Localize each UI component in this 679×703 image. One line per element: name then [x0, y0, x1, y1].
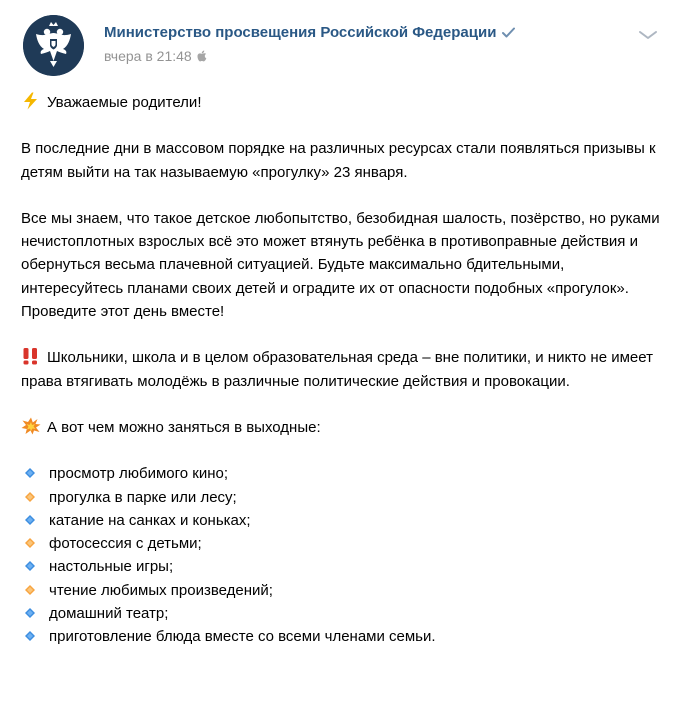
blue-diamond-icon — [25, 561, 35, 571]
list-item-text: настольные игры; — [49, 558, 174, 576]
post-text — [21, 91, 664, 649]
post-date-text[interactable]: вчера в 21:48 — [104, 48, 192, 64]
post-menu-button[interactable] — [637, 28, 659, 42]
weekend-intro — [21, 416, 661, 439]
weekend-intro-text: А вот чем можно заняться в выходные: — [47, 418, 321, 436]
list-item — [21, 579, 661, 602]
list-item — [21, 602, 661, 625]
paragraph-1: В последние дни в массовом порядке на различных ресурсах стали появляться призывы к детям выйти на так называемую «прогулку» 23 января. — [21, 140, 660, 181]
post-date[interactable] — [104, 48, 207, 65]
list-item — [21, 625, 661, 648]
avatar[interactable] — [23, 15, 84, 76]
paragraph-3-text: Школьники, школа и в целом образовательная среда – вне политики, и никто не имеет права втягивать молодёжь в различные политические действия и провокации. — [21, 349, 658, 390]
blue-diamond-icon — [25, 515, 35, 525]
list-item-text: чтение любимых произведений; — [49, 581, 273, 599]
double-exclamation-icon — [21, 347, 41, 365]
orange-diamond-icon — [25, 492, 35, 502]
blue-diamond-icon — [25, 468, 35, 478]
list-item-text: просмотр любимого кино; — [49, 465, 229, 483]
collision-icon — [21, 417, 41, 435]
orange-diamond-icon — [25, 585, 35, 595]
activities-list — [21, 462, 661, 648]
chevron-down-icon — [637, 28, 659, 42]
list-item-text: катание на санках и коньках; — [49, 511, 251, 529]
coat-of-arms-logo — [23, 15, 84, 76]
list-item — [21, 462, 661, 485]
apple-icon — [197, 49, 207, 65]
list-item-text: фотосессия с детьми; — [49, 535, 202, 553]
greeting-line — [21, 91, 661, 114]
list-item — [21, 555, 661, 578]
lightning-icon — [21, 92, 41, 110]
list-item — [21, 532, 661, 555]
author-name[interactable] — [104, 24, 515, 42]
list-item — [21, 486, 661, 509]
greeting-text: Уважаемые родители! — [47, 94, 202, 111]
author-name-text[interactable]: Министерство просвещения Российской Федерации — [104, 24, 497, 41]
list-item — [21, 509, 661, 532]
paragraph-2: Все мы знаем, что такое детское любопытство, безобидная шалость, позёрство, но руками нечистоплотных взрослых всё это может втянуть ребёнка в противоправные действия и обернуться весьма плачевной ситуацией. Будьте максимально бдительными, интересуйтесь планами своих детей и оградите их от опасности подобных «прогулок». Проведите этот день вместе! — [21, 209, 664, 321]
orange-diamond-icon — [25, 538, 35, 548]
list-item-text: приготовление блюда вместе со всеми членами семьи. — [49, 628, 436, 646]
check-verified-icon — [502, 25, 515, 42]
list-item-text: домашний театр; — [49, 605, 169, 623]
blue-diamond-icon — [25, 608, 35, 618]
post-header — [23, 15, 663, 75]
paragraph-3 — [21, 346, 661, 393]
list-item-text: прогулка в парке или лесу; — [49, 488, 237, 506]
blue-diamond-icon — [25, 631, 35, 641]
